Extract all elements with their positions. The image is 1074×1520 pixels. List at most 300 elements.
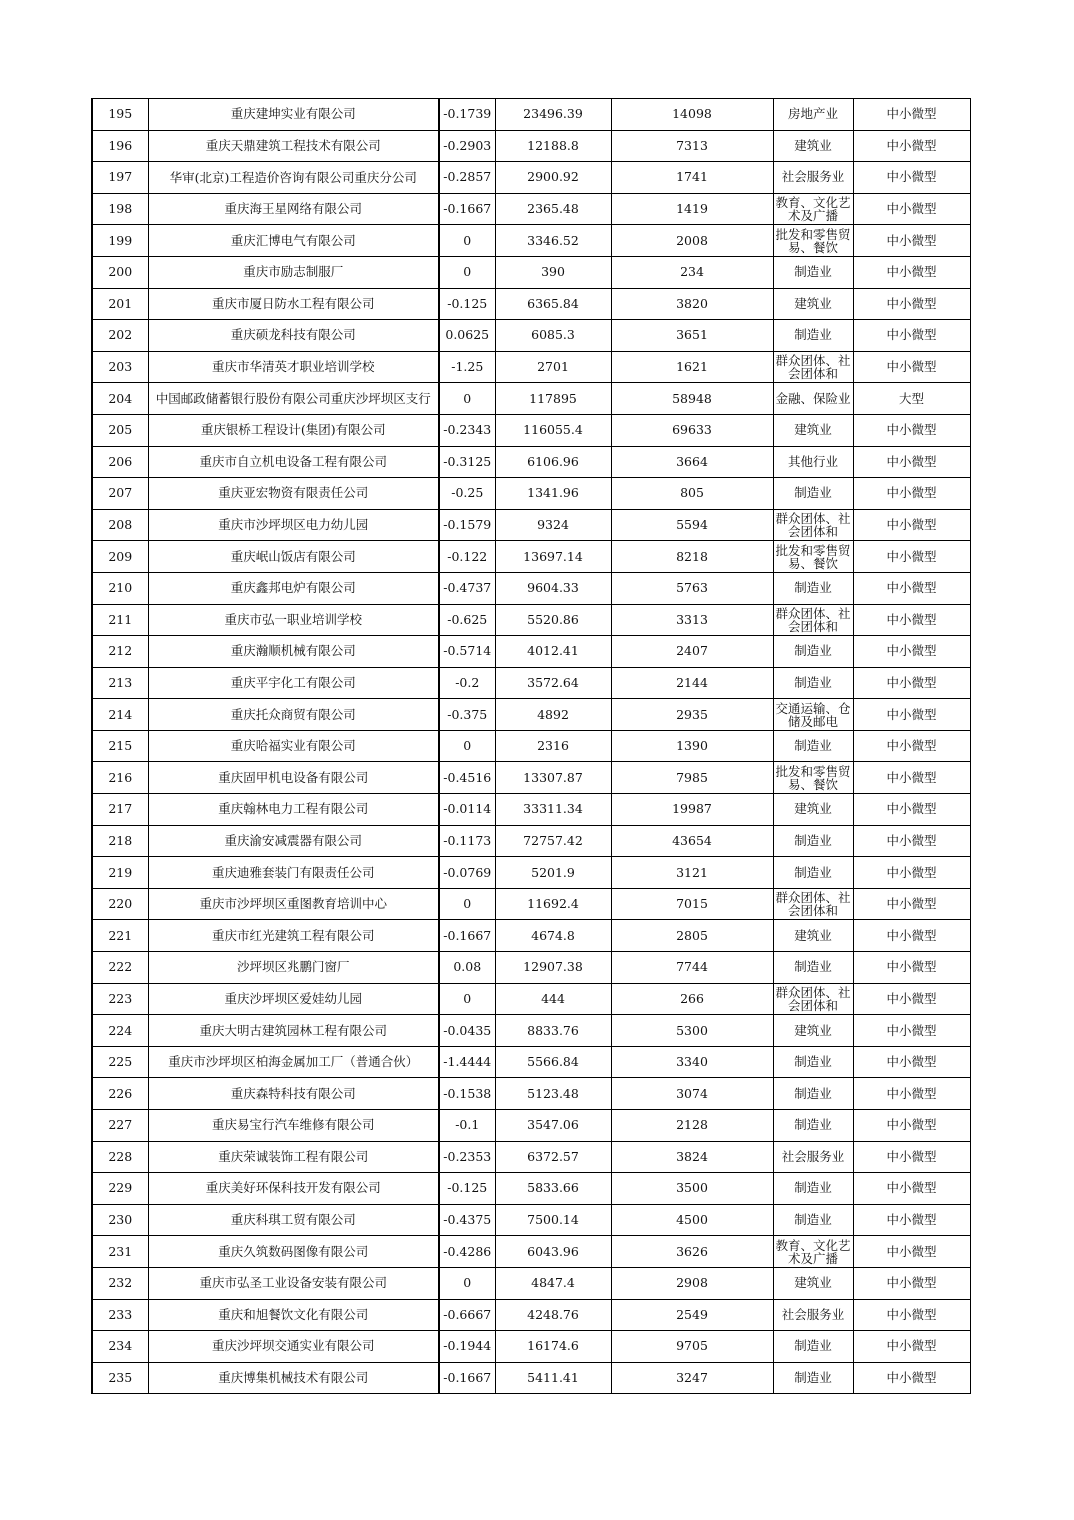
count-cell: 3340 (611, 1046, 773, 1078)
industry-text: 批发和零售贸易、餐饮 (775, 543, 851, 570)
company-name-cell: 重庆银桥工程设计(集团)有限公司 (148, 414, 439, 446)
company-name-cell: 重庆沙坪坝区爱娃幼儿园 (148, 983, 439, 1015)
enterprise-size-cell: 中小微型 (853, 920, 970, 952)
amount-cell: 2900.92 (495, 162, 611, 194)
enterprise-size-cell: 中小微型 (853, 952, 970, 984)
ratio-cell: -0.125 (439, 288, 495, 320)
row-number-cell: 226 (92, 1078, 148, 1110)
table-row (92, 478, 970, 510)
ratio-cell: -0.6667 (439, 1299, 495, 1331)
amount-cell: 5201.9 (495, 857, 611, 889)
company-name-cell: 重庆建坤实业有限公司 (148, 99, 439, 131)
company-name-cell: 中国邮政储蓄银行股份有限公司重庆沙坪坝区支行 (148, 383, 439, 415)
enterprise-size-cell: 中小微型 (853, 541, 970, 573)
enterprise-size-cell: 中小微型 (853, 320, 970, 352)
amount-cell: 16174.6 (495, 1331, 611, 1363)
ratio-cell: -0.1173 (439, 825, 495, 857)
count-cell: 2407 (611, 636, 773, 668)
table-row (92, 99, 970, 131)
enterprise-size-cell: 中小微型 (853, 1046, 970, 1078)
table-row (92, 794, 970, 826)
amount-cell: 4892 (495, 699, 611, 731)
company-name-cell: 重庆市弘圣工业设备安装有限公司 (148, 1267, 439, 1299)
amount-cell: 5833.66 (495, 1173, 611, 1205)
row-number-cell: 203 (92, 351, 148, 383)
enterprise-size-cell: 中小微型 (853, 1141, 970, 1173)
industry-cell (773, 225, 853, 257)
enterprise-size-cell: 中小微型 (853, 825, 970, 857)
ratio-cell: -0.25 (439, 478, 495, 510)
ratio-cell: -0.1579 (439, 509, 495, 541)
industry-text: 群众团体、社会团体和 (775, 891, 851, 918)
company-name-cell: 重庆平宇化工有限公司 (148, 667, 439, 699)
table-row (92, 825, 970, 857)
company-name-cell: 重庆市华清英才职业培训学校 (148, 351, 439, 383)
enterprise-size-cell: 中小微型 (853, 572, 970, 604)
enterprise-size-cell: 中小微型 (853, 288, 970, 320)
industry-cell: 社会服务业 (773, 1141, 853, 1173)
company-name-cell: 重庆瀚顺机械有限公司 (148, 636, 439, 668)
enterprise-size-cell: 中小微型 (853, 762, 970, 794)
industry-text: 群众团体、社会团体和 (775, 354, 851, 381)
company-name-cell: 重庆市自立机电设备工程有限公司 (148, 446, 439, 478)
industry-text: 群众团体、社会团体和 (775, 512, 851, 539)
table-row (92, 730, 970, 762)
row-number-cell: 221 (92, 920, 148, 952)
table-row (92, 1110, 970, 1142)
row-number-cell: 232 (92, 1267, 148, 1299)
industry-cell (773, 1236, 853, 1268)
ratio-cell: -1.4444 (439, 1046, 495, 1078)
count-cell: 7015 (611, 888, 773, 920)
row-number-cell: 217 (92, 794, 148, 826)
company-name-cell: 重庆托众商贸有限公司 (148, 699, 439, 731)
row-number-cell: 235 (92, 1362, 148, 1394)
row-number-cell: 228 (92, 1141, 148, 1173)
enterprise-size-cell: 中小微型 (853, 193, 970, 225)
count-cell: 7744 (611, 952, 773, 984)
table-row (92, 1141, 970, 1173)
ratio-cell: -0.2 (439, 667, 495, 699)
row-number-cell: 209 (92, 541, 148, 573)
count-cell: 2549 (611, 1299, 773, 1331)
ratio-cell: -0.0769 (439, 857, 495, 889)
company-name-cell: 重庆和旭餐饮文化有限公司 (148, 1299, 439, 1331)
count-cell: 3820 (611, 288, 773, 320)
row-number-cell: 213 (92, 667, 148, 699)
enterprise-size-cell: 中小微型 (853, 99, 970, 131)
count-cell: 266 (611, 983, 773, 1015)
enterprise-size-cell: 中小微型 (853, 1173, 970, 1205)
ratio-cell: 0 (439, 225, 495, 257)
row-number-cell: 218 (92, 825, 148, 857)
count-cell: 5300 (611, 1015, 773, 1047)
ratio-cell: -0.1 (439, 1110, 495, 1142)
amount-cell: 5520.86 (495, 604, 611, 636)
ratio-cell: 0 (439, 888, 495, 920)
row-number-cell: 233 (92, 1299, 148, 1331)
amount-cell: 13307.87 (495, 762, 611, 794)
ratio-cell: -0.1538 (439, 1078, 495, 1110)
industry-cell (773, 509, 853, 541)
table-row (92, 699, 970, 731)
enterprise-size-cell: 中小微型 (853, 667, 970, 699)
row-number-cell: 225 (92, 1046, 148, 1078)
table-row (92, 952, 970, 984)
industry-cell (773, 888, 853, 920)
table-row (92, 983, 970, 1015)
count-cell: 7985 (611, 762, 773, 794)
ratio-cell: -1.25 (439, 351, 495, 383)
ratio-cell: -0.122 (439, 541, 495, 573)
industry-text: 教育、文化艺术及广播 (775, 196, 851, 223)
enterprise-size-cell: 中小微型 (853, 857, 970, 889)
company-name-cell: 重庆大明古建筑园林工程有限公司 (148, 1015, 439, 1047)
industry-text: 交通运输、仓储及邮电 (775, 701, 851, 728)
company-name-cell: 重庆市沙坪坝区柏海金属加工厂（普通合伙） (148, 1046, 439, 1078)
table-row (92, 193, 970, 225)
ratio-cell: -0.4737 (439, 572, 495, 604)
amount-cell: 2701 (495, 351, 611, 383)
industry-cell: 社会服务业 (773, 1299, 853, 1331)
count-cell: 1621 (611, 351, 773, 383)
company-name-cell: 重庆市沙坪坝区电力幼儿园 (148, 509, 439, 541)
ratio-cell: -0.1667 (439, 193, 495, 225)
ratio-cell: 0 (439, 383, 495, 415)
row-number-cell: 201 (92, 288, 148, 320)
amount-cell: 13697.14 (495, 541, 611, 573)
amount-cell: 9604.33 (495, 572, 611, 604)
industry-cell (773, 193, 853, 225)
enterprise-size-cell: 中小微型 (853, 509, 970, 541)
count-cell: 3824 (611, 1141, 773, 1173)
row-number-cell: 215 (92, 730, 148, 762)
count-cell: 5594 (611, 509, 773, 541)
amount-cell: 4674.8 (495, 920, 611, 952)
company-name-cell: 重庆固甲机电设备有限公司 (148, 762, 439, 794)
amount-cell: 11692.4 (495, 888, 611, 920)
amount-cell: 6372.57 (495, 1141, 611, 1173)
amount-cell: 3346.52 (495, 225, 611, 257)
company-name-cell: 重庆迪雅套装门有限责任公司 (148, 857, 439, 889)
industry-cell: 制造业 (773, 256, 853, 288)
table-row (92, 1331, 970, 1363)
industry-text: 批发和零售贸易、餐饮 (775, 764, 851, 791)
company-name-cell: 重庆哈福实业有限公司 (148, 730, 439, 762)
industry-cell: 制造业 (773, 320, 853, 352)
company-name-cell: 重庆亚宏物资有限责任公司 (148, 478, 439, 510)
industry-cell: 制造业 (773, 667, 853, 699)
industry-cell: 制造业 (773, 1204, 853, 1236)
count-cell: 3664 (611, 446, 773, 478)
industry-cell (773, 762, 853, 794)
enterprise-size-cell: 中小微型 (853, 983, 970, 1015)
industry-cell (773, 983, 853, 1015)
industry-cell: 建筑业 (773, 130, 853, 162)
industry-cell: 建筑业 (773, 794, 853, 826)
amount-cell: 7500.14 (495, 1204, 611, 1236)
industry-cell: 制造业 (773, 1331, 853, 1363)
table-row (92, 1204, 970, 1236)
industry-cell (773, 351, 853, 383)
enterprise-size-cell: 中小微型 (853, 1110, 970, 1142)
row-number-cell: 200 (92, 256, 148, 288)
amount-cell: 5566.84 (495, 1046, 611, 1078)
amount-cell: 4248.76 (495, 1299, 611, 1331)
ratio-cell: -0.5714 (439, 636, 495, 668)
ratio-cell: -0.2857 (439, 162, 495, 194)
company-name-cell: 重庆博集机械技术有限公司 (148, 1362, 439, 1394)
ratio-cell: -0.4375 (439, 1204, 495, 1236)
row-number-cell: 196 (92, 130, 148, 162)
row-number-cell: 198 (92, 193, 148, 225)
row-number-cell: 214 (92, 699, 148, 731)
amount-cell: 12188.8 (495, 130, 611, 162)
enterprise-size-cell: 中小微型 (853, 446, 970, 478)
table-row (92, 762, 970, 794)
table-row (92, 1267, 970, 1299)
amount-cell: 2365.48 (495, 193, 611, 225)
industry-cell: 房地产业 (773, 99, 853, 131)
ratio-cell: 0.08 (439, 952, 495, 984)
industry-cell: 建筑业 (773, 414, 853, 446)
industry-cell: 其他行业 (773, 446, 853, 478)
amount-cell: 4012.41 (495, 636, 611, 668)
ratio-cell: -0.1739 (439, 99, 495, 131)
industry-cell: 建筑业 (773, 288, 853, 320)
count-cell: 7313 (611, 130, 773, 162)
count-cell: 1419 (611, 193, 773, 225)
amount-cell: 3572.64 (495, 667, 611, 699)
count-cell: 234 (611, 256, 773, 288)
amount-cell: 8833.76 (495, 1015, 611, 1047)
ratio-cell: -0.0114 (439, 794, 495, 826)
company-name-cell: 重庆久筑数码图像有限公司 (148, 1236, 439, 1268)
company-name-cell: 重庆翰林电力工程有限公司 (148, 794, 439, 826)
row-number-cell: 202 (92, 320, 148, 352)
row-number-cell: 224 (92, 1015, 148, 1047)
industry-text: 教育、文化艺术及广播 (775, 1238, 851, 1265)
row-number-cell: 197 (92, 162, 148, 194)
ratio-cell: 0 (439, 1267, 495, 1299)
industry-text: 批发和零售贸易、餐饮 (775, 227, 851, 254)
company-name-cell: 重庆汇博电气有限公司 (148, 225, 439, 257)
table-row (92, 1046, 970, 1078)
company-name-cell: 重庆森特科技有限公司 (148, 1078, 439, 1110)
amount-cell: 6085.3 (495, 320, 611, 352)
enterprise-size-cell: 大型 (853, 383, 970, 415)
industry-text: 金融、保险业 (775, 392, 851, 406)
enterprise-size-cell: 中小微型 (853, 604, 970, 636)
enterprise-size-cell: 中小微型 (853, 1267, 970, 1299)
ratio-cell: -0.625 (439, 604, 495, 636)
count-cell: 1390 (611, 730, 773, 762)
enterprise-size-cell: 中小微型 (853, 888, 970, 920)
company-name-cell: 重庆天鼎建筑工程技术有限公司 (148, 130, 439, 162)
table-row (92, 162, 970, 194)
industry-cell: 制造业 (773, 730, 853, 762)
industry-text: 群众团体、社会团体和 (775, 985, 851, 1012)
ratio-cell: -0.125 (439, 1173, 495, 1205)
company-name-cell: 重庆市沙坪坝区重图教育培训中心 (148, 888, 439, 920)
ratio-cell: 0 (439, 730, 495, 762)
count-cell: 3074 (611, 1078, 773, 1110)
industry-cell: 建筑业 (773, 920, 853, 952)
row-number-cell: 231 (92, 1236, 148, 1268)
row-number-cell: 219 (92, 857, 148, 889)
industry-cell: 制造业 (773, 1173, 853, 1205)
ratio-cell: 0 (439, 983, 495, 1015)
industry-cell: 制造业 (773, 1078, 853, 1110)
count-cell: 8218 (611, 541, 773, 573)
company-name-cell: 重庆岷山饭店有限公司 (148, 541, 439, 573)
enterprise-size-cell: 中小微型 (853, 130, 970, 162)
ratio-cell: -0.375 (439, 699, 495, 731)
company-name-cell: 重庆易宝行汽车维修有限公司 (148, 1110, 439, 1142)
row-number-cell: 223 (92, 983, 148, 1015)
count-cell: 1741 (611, 162, 773, 194)
count-cell: 69633 (611, 414, 773, 446)
enterprise-size-cell: 中小微型 (853, 225, 970, 257)
industry-cell (773, 604, 853, 636)
company-name-cell: 重庆荣诚装饰工程有限公司 (148, 1141, 439, 1173)
table-row (92, 509, 970, 541)
row-number-cell: 199 (92, 225, 148, 257)
amount-cell: 12907.38 (495, 952, 611, 984)
enterprise-size-cell: 中小微型 (853, 1331, 970, 1363)
count-cell: 3500 (611, 1173, 773, 1205)
amount-cell: 390 (495, 256, 611, 288)
table-row (92, 446, 970, 478)
table-row (92, 572, 970, 604)
row-number-cell: 204 (92, 383, 148, 415)
amount-cell: 117895 (495, 383, 611, 415)
table-row (92, 1362, 970, 1394)
table-row (92, 288, 970, 320)
enterprise-size-cell: 中小微型 (853, 256, 970, 288)
amount-cell: 33311.34 (495, 794, 611, 826)
company-name-cell: 重庆硕龙科技有限公司 (148, 320, 439, 352)
table-row (92, 857, 970, 889)
ratio-cell: -0.1667 (439, 920, 495, 952)
row-number-cell: 220 (92, 888, 148, 920)
table-row (92, 383, 970, 415)
ratio-cell: -0.0435 (439, 1015, 495, 1047)
count-cell: 2908 (611, 1267, 773, 1299)
row-number-cell: 208 (92, 509, 148, 541)
ratio-cell: -0.4286 (439, 1236, 495, 1268)
industry-cell: 制造业 (773, 825, 853, 857)
ratio-cell: -0.1944 (439, 1331, 495, 1363)
company-name-cell: 重庆渝安减震器有限公司 (148, 825, 439, 857)
row-number-cell: 210 (92, 572, 148, 604)
enterprise-size-cell: 中小微型 (853, 1078, 970, 1110)
amount-cell: 2316 (495, 730, 611, 762)
table-row (92, 1236, 970, 1268)
table-row (92, 414, 970, 446)
row-number-cell: 229 (92, 1173, 148, 1205)
industry-cell: 制造业 (773, 857, 853, 889)
industry-cell: 制造业 (773, 1362, 853, 1394)
amount-cell: 9324 (495, 509, 611, 541)
industry-text: 群众团体、社会团体和 (775, 606, 851, 633)
enterprise-size-cell: 中小微型 (853, 414, 970, 446)
ratio-cell: -0.4516 (439, 762, 495, 794)
row-number-cell: 212 (92, 636, 148, 668)
row-number-cell: 227 (92, 1110, 148, 1142)
industry-cell: 制造业 (773, 1046, 853, 1078)
amount-cell: 3547.06 (495, 1110, 611, 1142)
company-name-cell: 重庆鑫邦电炉有限公司 (148, 572, 439, 604)
table-row (92, 225, 970, 257)
ratio-cell: -0.3125 (439, 446, 495, 478)
count-cell: 2144 (611, 667, 773, 699)
company-name-cell: 重庆海王星网络有限公司 (148, 193, 439, 225)
enterprise-size-cell: 中小微型 (853, 1362, 970, 1394)
enterprise-size-cell: 中小微型 (853, 162, 970, 194)
count-cell: 805 (611, 478, 773, 510)
table-row (92, 130, 970, 162)
enterprise-size-cell: 中小微型 (853, 1204, 970, 1236)
company-name-cell: 重庆市红光建筑工程有限公司 (148, 920, 439, 952)
industry-cell (773, 699, 853, 731)
company-name-cell: 重庆科琪工贸有限公司 (148, 1204, 439, 1236)
industry-cell: 社会服务业 (773, 162, 853, 194)
data-table (91, 98, 971, 1394)
company-name-cell: 重庆市厦日防水工程有限公司 (148, 288, 439, 320)
row-number-cell: 195 (92, 99, 148, 131)
count-cell: 3626 (611, 1236, 773, 1268)
industry-cell: 建筑业 (773, 1267, 853, 1299)
ratio-cell: -0.2343 (439, 414, 495, 446)
amount-cell: 444 (495, 983, 611, 1015)
table-row (92, 320, 970, 352)
industry-cell: 制造业 (773, 1110, 853, 1142)
company-name-cell: 华审(北京)工程造价咨询有限公司重庆分公司 (148, 162, 439, 194)
amount-cell: 72757.42 (495, 825, 611, 857)
ratio-cell: 0.0625 (439, 320, 495, 352)
table-row (92, 888, 970, 920)
industry-cell: 建筑业 (773, 1015, 853, 1047)
row-number-cell: 205 (92, 414, 148, 446)
amount-cell: 5411.41 (495, 1362, 611, 1394)
enterprise-size-cell: 中小微型 (853, 730, 970, 762)
row-number-cell: 216 (92, 762, 148, 794)
table-row (92, 604, 970, 636)
row-number-cell: 234 (92, 1331, 148, 1363)
company-name-cell: 重庆美好环保科技开发有限公司 (148, 1173, 439, 1205)
company-name-cell: 重庆市弘一职业培训学校 (148, 604, 439, 636)
table-row (92, 636, 970, 668)
company-name-cell: 沙坪坝区兆鹏门窗厂 (148, 952, 439, 984)
row-number-cell: 206 (92, 446, 148, 478)
enterprise-size-cell: 中小微型 (853, 1015, 970, 1047)
ratio-cell: -0.1667 (439, 1362, 495, 1394)
count-cell: 2935 (611, 699, 773, 731)
count-cell: 19987 (611, 794, 773, 826)
table-row (92, 256, 970, 288)
count-cell: 3121 (611, 857, 773, 889)
count-cell: 9705 (611, 1331, 773, 1363)
row-number-cell: 211 (92, 604, 148, 636)
enterprise-size-cell: 中小微型 (853, 351, 970, 383)
industry-cell (773, 541, 853, 573)
count-cell: 4500 (611, 1204, 773, 1236)
amount-cell: 23496.39 (495, 99, 611, 131)
table-body (92, 99, 970, 1394)
table-row (92, 1299, 970, 1331)
industry-cell: 制造业 (773, 572, 853, 604)
